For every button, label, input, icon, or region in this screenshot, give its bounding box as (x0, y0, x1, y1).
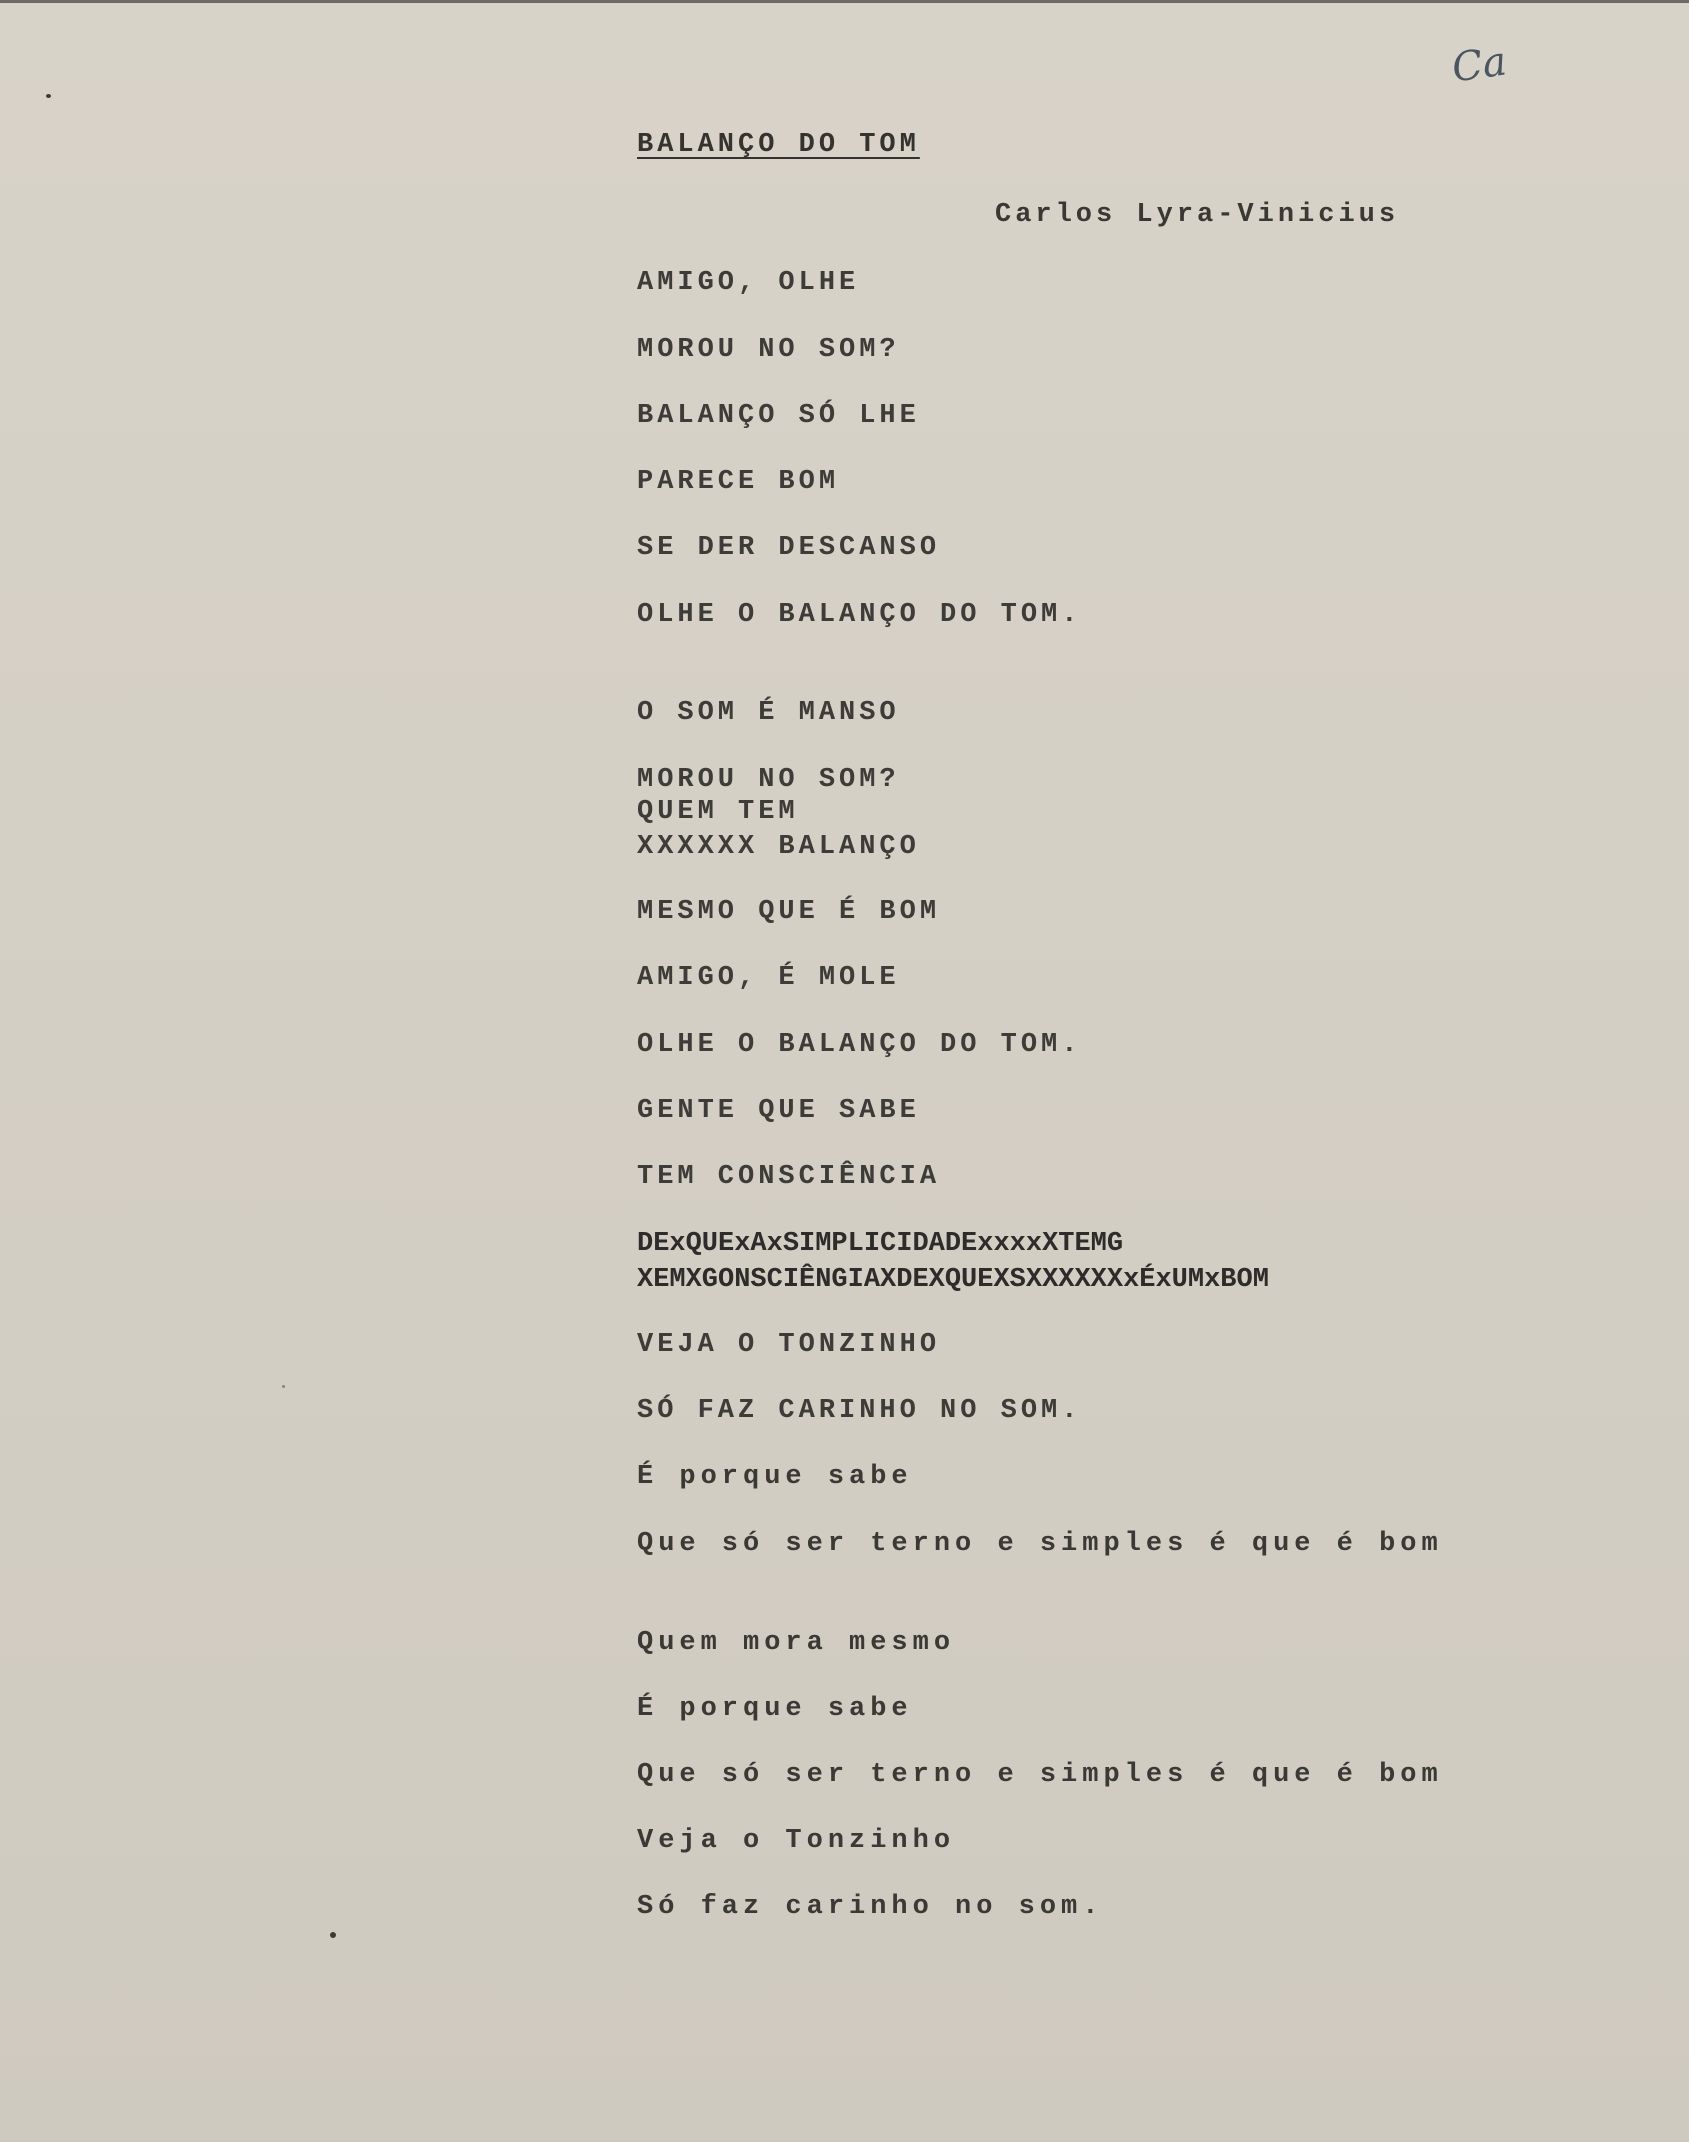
page-top-edge (0, 0, 1689, 3)
lyric-line: AMIGO, É MOLE (637, 963, 900, 993)
lyric-line: GENTE QUE SABE (637, 1096, 920, 1126)
struck-out-line: DExQUExAxSIMPLICIDADExxxxXTEMG (637, 1229, 1124, 1259)
struck-out-line: XEMXGONSCIÊNGIAXDEXQUEXSXXXXXXxÉxUMxBOM (637, 1265, 1269, 1295)
ink-speck (282, 1385, 285, 1388)
lyric-line: PARECE BOM (637, 467, 840, 497)
lyric-line: BALANÇO SÓ LHE (637, 401, 920, 431)
lyric-line: Só faz carinho no som. (637, 1892, 1104, 1922)
ink-speck (330, 1932, 336, 1938)
lyric-line: MESMO QUE É BOM (637, 897, 941, 927)
handwritten-initial: Ca (1449, 38, 1510, 92)
lyric-line: QUEM TEM (637, 797, 799, 827)
lyric-line: XXXXXX BALANÇO (637, 832, 920, 862)
lyric-line: É porque sabe (637, 1694, 913, 1724)
lyric-line: MOROU NO SOM? (637, 335, 900, 365)
lyric-line: TEM CONSCIÊNCIA (637, 1162, 941, 1192)
ink-speck (46, 94, 51, 98)
lyric-line: Que só ser terno e simples é que é bom (637, 1529, 1443, 1559)
lyric-line: O SOM É MANSO (637, 698, 900, 728)
lyric-line: OLHE O BALANÇO DO TOM. (637, 600, 1082, 630)
lyric-line: MOROU NO SOM? (637, 765, 900, 795)
lyric-line: SE DER DESCANSO (637, 533, 941, 563)
lyric-line: VEJA O TONZINHO (637, 1330, 941, 1360)
song-title: BALANÇO DO TOM (637, 130, 920, 160)
lyric-line: É porque sabe (637, 1462, 913, 1492)
lyric-line: OLHE O BALANÇO DO TOM. (637, 1030, 1082, 1060)
lyric-line: SÓ FAZ CARINHO NO SOM. (637, 1396, 1082, 1426)
lyric-line: AMIGO, OLHE (637, 268, 860, 298)
lyric-line: Veja o Tonzinho (637, 1826, 956, 1856)
song-author: Carlos Lyra-Vinicius (995, 200, 1400, 230)
lyric-line: Que só ser terno e simples é que é bom (637, 1760, 1443, 1790)
lyric-line: Quem mora mesmo (637, 1628, 956, 1658)
